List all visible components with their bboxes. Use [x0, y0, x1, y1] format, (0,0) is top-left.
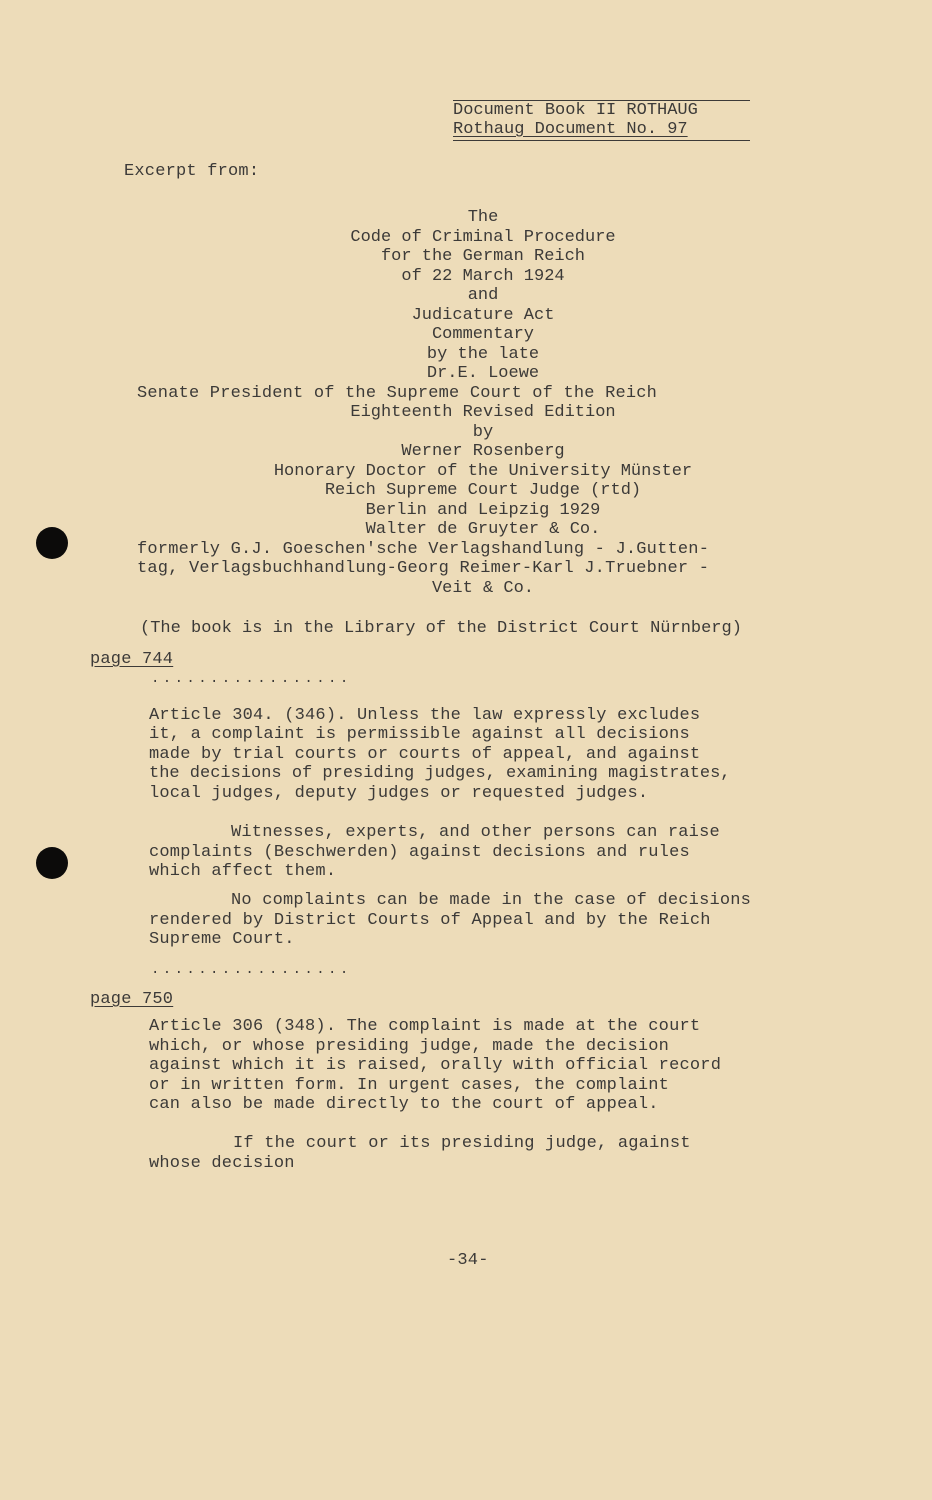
title-line: for the German Reich: [380, 247, 586, 266]
title-line: Senate President of the Supreme Court of the Reich: [137, 384, 658, 403]
dot-separator: .................: [151, 671, 352, 687]
title-line: Dr.E. Loewe: [426, 364, 540, 383]
title-line: Veit & Co.: [431, 579, 535, 598]
article-line: can also be made directly to the court of appeal.: [149, 1095, 659, 1114]
excerpt-label: Excerpt from:: [124, 162, 260, 181]
page-ref-750: page 750: [90, 990, 174, 1009]
title-line: Walter de Gruyter & Co.: [365, 520, 601, 539]
paragraph-line: If the court or its presiding judge, against: [233, 1134, 691, 1153]
article-line: it, a complaint is permissible against all decisions: [149, 725, 690, 744]
article-line: against which it is raised, orally with official record: [149, 1056, 722, 1075]
article-line: local judges, deputy judges or requested judges.: [149, 784, 649, 803]
article-line: which, or whose presiding judge, made the decision: [149, 1037, 670, 1056]
title-line: formerly G.J. Goeschen'sche Verlagshandlung - J.Gutten-: [137, 540, 710, 559]
page-ref-744: page 744: [90, 650, 174, 669]
punch-hole: [36, 527, 68, 559]
title-line: Honorary Doctor of the University Münster: [273, 462, 693, 481]
article-line: the decisions of presiding judges, examining magistrates,: [149, 764, 731, 783]
punch-hole: [36, 847, 68, 879]
library-note: (The book is in the Library of the District Court Nürnberg): [140, 619, 742, 638]
article-line: Article 306 (348). The complaint is made at the court: [149, 1017, 701, 1036]
header-line-1: Document Book II ROTHAUG: [453, 101, 698, 120]
title-line: Code of Criminal Procedure: [350, 228, 616, 247]
title-line: and: [467, 286, 499, 305]
title-line: by: [472, 423, 494, 442]
article-line: Article 304. (346). Unless the law expressly excludes: [149, 706, 701, 725]
title-line: The: [467, 208, 499, 227]
page-number: -34-: [447, 1251, 489, 1270]
paragraph-line: Witnesses, experts, and other persons can raise: [231, 823, 720, 842]
paragraph-line: complaints (Beschwerden) against decisions and rules: [149, 843, 690, 862]
title-line: of 22 March 1924: [401, 267, 565, 286]
article-line: made by trial courts or courts of appeal, and against: [149, 745, 701, 764]
title-line: Berlin and Leipzig 1929: [365, 501, 601, 520]
title-line: tag, Verlagsbuchhandlung-Georg Reimer-Karl J.Truebner -: [137, 559, 710, 578]
dot-separator: .................: [151, 962, 352, 978]
paragraph-line: No complaints can be made in the case of decisions: [231, 891, 752, 910]
paragraph-line: which affect them.: [149, 862, 337, 881]
article-line: or in written form. In urgent cases, the complaint: [149, 1076, 670, 1095]
title-line: Commentary: [431, 325, 535, 344]
title-line: Judicature Act: [411, 306, 555, 325]
paragraph-line: Supreme Court.: [149, 930, 295, 949]
paragraph-line: whose decision: [149, 1154, 295, 1173]
title-line: Werner Rosenberg: [401, 442, 565, 461]
title-line: Eighteenth Revised Edition: [350, 403, 616, 422]
paragraph-line: rendered by District Courts of Appeal and by the Reich: [149, 911, 711, 930]
title-line: Reich Supreme Court Judge (rtd): [324, 481, 642, 500]
header-line-2: Rothaug Document No. 97: [453, 120, 688, 139]
header-underline: [453, 140, 750, 141]
title-line: by the late: [426, 345, 540, 364]
